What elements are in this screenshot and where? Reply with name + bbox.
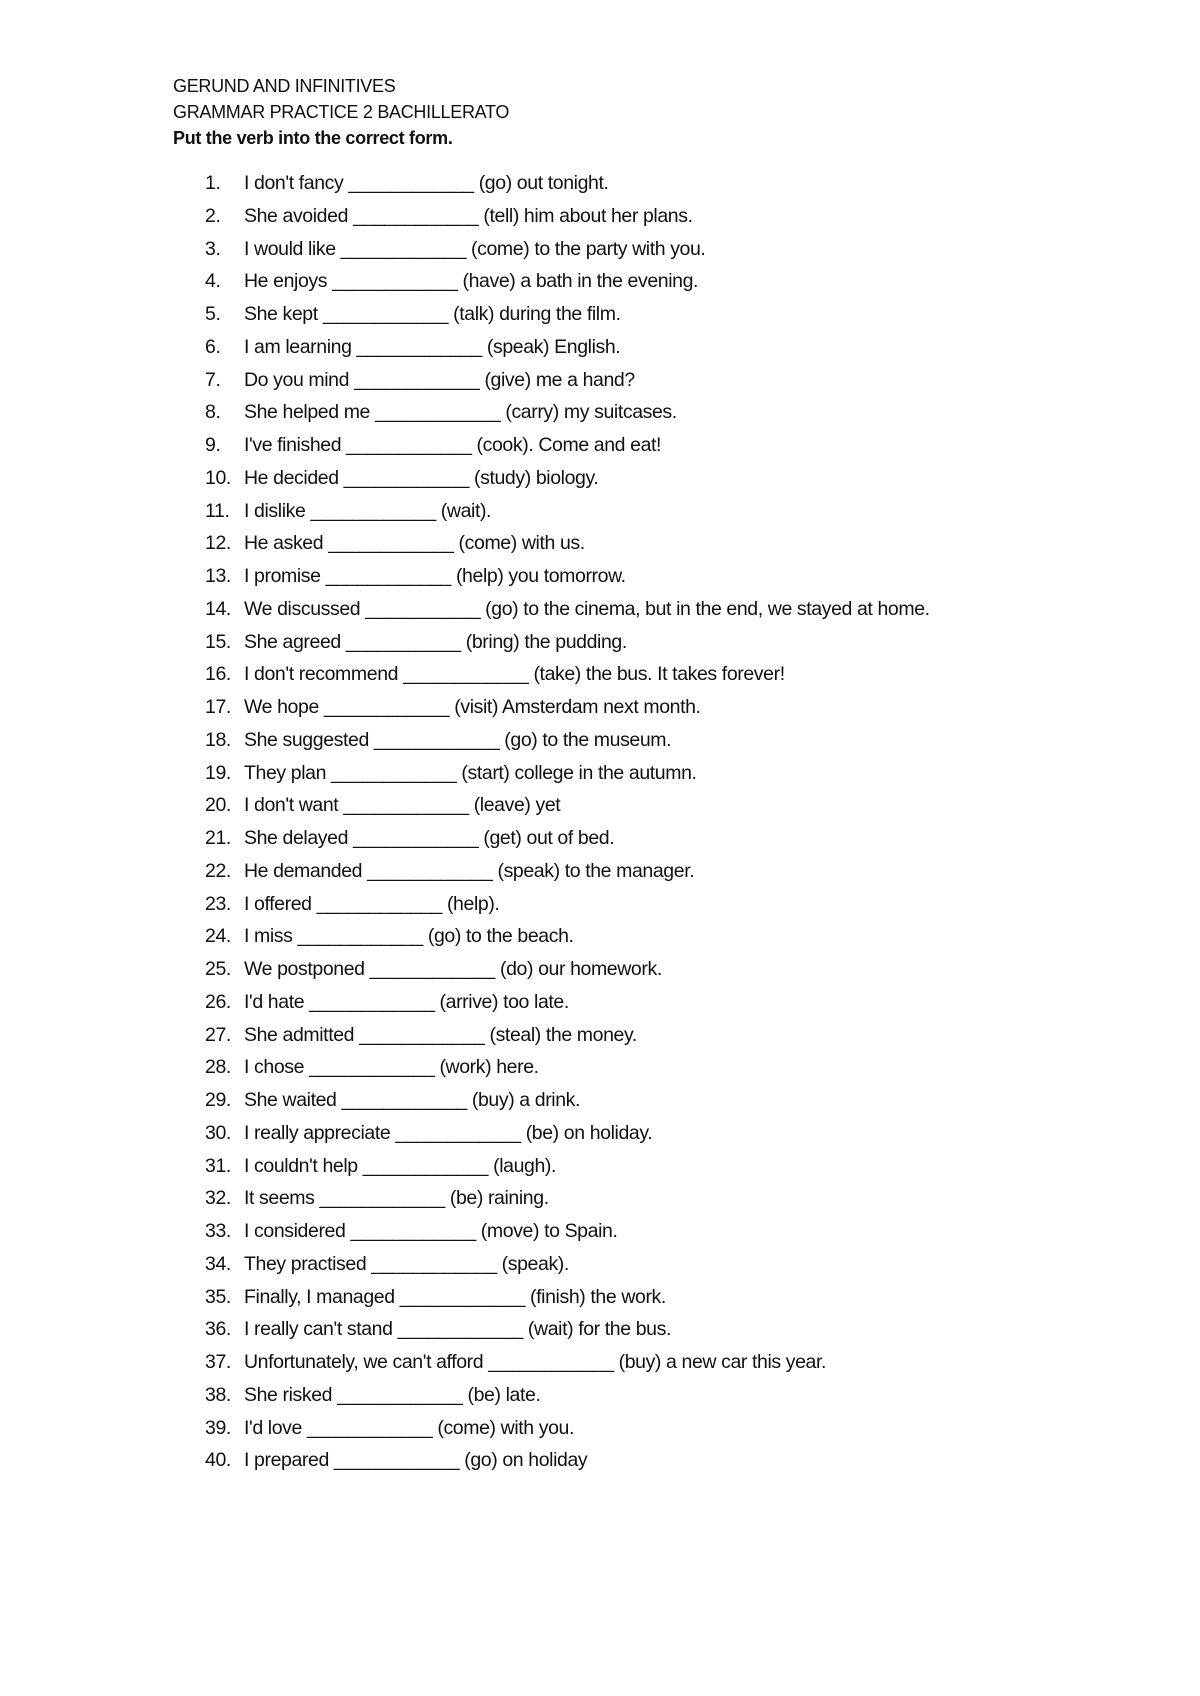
- exercise-sentence: I'd hate ____________ (arrive) too late.: [244, 990, 569, 1013]
- worksheet-header: [173, 73, 509, 151]
- exercise-item: [205, 631, 930, 664]
- exercise-item: [205, 532, 930, 565]
- exercise-sentence: I chose ____________ (work) here.: [244, 1056, 539, 1079]
- exercise-item: [205, 1449, 930, 1482]
- exercise-sentence: I dislike ____________ (wait).: [244, 499, 492, 522]
- exercise-number: 11.: [205, 499, 230, 522]
- exercise-sentence: Unfortunately, we can't afford ____________ (buy) a new car this year.: [244, 1351, 827, 1373]
- exercise-item: [205, 500, 930, 533]
- exercise-number: 18.: [205, 728, 231, 751]
- exercise-item: [205, 1024, 930, 1057]
- exercise-item: [205, 1056, 930, 1089]
- exercise-sentence: She suggested ____________ (go) to the museum.: [244, 728, 672, 751]
- exercise-item: [205, 1318, 930, 1351]
- exercise-sentence: We postponed ____________ (do) our homework.: [244, 958, 662, 980]
- exercise-number: 24.: [205, 925, 231, 948]
- exercise-item: [205, 663, 930, 696]
- exercise-item: [205, 303, 930, 336]
- exercise-number: 36.: [205, 1318, 231, 1341]
- exercise-number: 3.: [205, 237, 221, 260]
- exercise-sentence: I promise ____________ (help) you tomorrow.: [244, 565, 626, 587]
- worksheet-instruction: Put the verb into the correct form.: [173, 128, 453, 148]
- exercise-number: 14.: [205, 597, 231, 620]
- exercise-item: [205, 696, 930, 729]
- exercise-number: 29.: [205, 1089, 231, 1111]
- exercise-item: [205, 336, 930, 369]
- exercise-sentence: She helped me ____________ (carry) my suitcases.: [244, 401, 677, 424]
- exercise-number: 39.: [205, 1416, 231, 1439]
- exercise-sentence: I don't fancy ____________ (go) out tonight.: [244, 172, 609, 194]
- exercise-number: 12.: [205, 532, 231, 555]
- exercise-sentence: I've finished ____________ (cook). Come and eat!: [244, 434, 662, 456]
- exercise-item: [205, 1384, 930, 1417]
- exercise-number: 10.: [205, 466, 231, 489]
- exercise-item: [205, 1187, 930, 1220]
- exercise-number: 6.: [205, 335, 221, 358]
- exercise-item: [205, 1155, 930, 1188]
- exercise-sentence: He demanded ____________ (speak) to the manager.: [244, 859, 695, 882]
- exercise-sentence: I considered ____________ (move) to Spain.: [244, 1220, 618, 1242]
- exercise-sentence: She avoided ____________ (tell) him about her plans.: [244, 204, 693, 227]
- exercise-sentence: They practised ____________ (speak).: [244, 1252, 569, 1275]
- exercise-sentence: I would like ____________ (come) to the party with you.: [244, 237, 706, 260]
- exercise-number: 30.: [205, 1121, 231, 1144]
- exercise-number: 28.: [205, 1056, 231, 1079]
- exercise-item: [205, 1417, 930, 1450]
- exercise-item: [205, 401, 930, 434]
- exercise-sentence: We hope ____________ (visit) Amsterdam next month.: [244, 696, 701, 718]
- exercise-number: 5.: [205, 303, 221, 325]
- exercise-item: [205, 991, 930, 1024]
- exercise-number: 37.: [205, 1351, 231, 1373]
- exercise-number: 33.: [205, 1220, 231, 1242]
- exercise-sentence: Do you mind ____________ (give) me a hand?: [244, 368, 635, 391]
- exercise-item: [205, 1351, 930, 1384]
- exercise-number: 23.: [205, 892, 231, 915]
- exercise-list: [205, 172, 930, 1482]
- exercise-item: [205, 860, 930, 893]
- exercise-sentence: She kept ____________ (talk) during the film.: [244, 303, 621, 325]
- exercise-number: 9.: [205, 434, 221, 456]
- exercise-sentence: We discussed ___________ (go) to the cinema, but in the end, we stayed at home.: [244, 597, 930, 620]
- exercise-item: [205, 762, 930, 795]
- exercise-number: 38.: [205, 1383, 231, 1406]
- exercise-item: [205, 238, 930, 271]
- exercise-number: 1.: [205, 172, 221, 194]
- exercise-sentence: I couldn't help ____________ (laugh).: [244, 1154, 557, 1177]
- exercise-number: 40.: [205, 1449, 231, 1472]
- exercise-item: [205, 270, 930, 303]
- exercise-number: 32.: [205, 1187, 231, 1210]
- exercise-number: 22.: [205, 859, 231, 882]
- exercise-sentence: I don't want ____________ (leave) yet: [244, 794, 561, 817]
- exercise-number: 20.: [205, 794, 231, 817]
- exercise-item: [205, 1220, 930, 1253]
- exercise-number: 4.: [205, 270, 221, 293]
- exercise-item: [205, 925, 930, 958]
- exercise-item: [205, 1286, 930, 1319]
- exercise-number: 35.: [205, 1285, 231, 1308]
- exercise-number: 16.: [205, 663, 231, 686]
- exercise-item: [205, 598, 930, 631]
- exercise-item: [205, 729, 930, 762]
- exercise-sentence: I really can't stand ____________ (wait) for the bus.: [244, 1318, 671, 1341]
- exercise-item: [205, 434, 930, 467]
- worksheet-title: GERUND AND INFINITIVES: [173, 76, 396, 96]
- exercise-item: [205, 369, 930, 402]
- exercise-item: [205, 172, 930, 205]
- exercise-item: [205, 1089, 930, 1122]
- exercise-sentence: I'd love ____________ (come) with you.: [244, 1416, 574, 1439]
- exercise-number: 21.: [205, 827, 231, 849]
- worksheet-subtitle: GRAMMAR PRACTICE 2 BACHILLERATO: [173, 102, 510, 122]
- exercise-number: 27.: [205, 1023, 231, 1046]
- exercise-sentence: He decided ____________ (study) biology.: [244, 466, 599, 489]
- exercise-item: [205, 205, 930, 238]
- exercise-sentence: I don't recommend ____________ (take) the bus. It takes forever!: [244, 663, 785, 686]
- exercise-item: [205, 893, 930, 926]
- exercise-number: 8.: [205, 401, 221, 424]
- exercise-number: 15.: [205, 630, 231, 653]
- exercise-sentence: I am learning ____________ (speak) English.: [244, 335, 621, 358]
- exercise-sentence: I really appreciate ____________ (be) on holiday.: [244, 1121, 653, 1144]
- exercise-sentence: He enjoys ____________ (have) a bath in the evening.: [244, 270, 699, 293]
- exercise-number: 25.: [205, 958, 231, 980]
- exercise-sentence: I offered ____________ (help).: [244, 892, 500, 915]
- exercise-number: 2.: [205, 204, 221, 227]
- exercise-number: 17.: [205, 696, 231, 718]
- exercise-item: [205, 1122, 930, 1155]
- exercise-sentence: They plan ____________ (start) college in the autumn.: [244, 761, 697, 784]
- exercise-number: 7.: [205, 368, 221, 391]
- exercise-number: 31.: [205, 1154, 231, 1177]
- exercise-sentence: She admitted ____________ (steal) the money.: [244, 1023, 637, 1046]
- exercise-sentence: She risked ____________ (be) late.: [244, 1383, 541, 1406]
- exercise-sentence: Finally, I managed ____________ (finish) the work.: [244, 1285, 666, 1308]
- exercise-item: [205, 794, 930, 827]
- exercise-item: [205, 565, 930, 598]
- exercise-sentence: She agreed ___________ (bring) the pudding.: [244, 630, 627, 653]
- exercise-sentence: I prepared ____________ (go) on holiday: [244, 1449, 588, 1472]
- exercise-sentence: She waited ____________ (buy) a drink.: [244, 1089, 581, 1111]
- exercise-item: [205, 827, 930, 860]
- exercise-number: 19.: [205, 761, 231, 784]
- exercise-number: 34.: [205, 1252, 231, 1275]
- exercise-number: 26.: [205, 990, 231, 1013]
- exercise-sentence: He asked ____________ (come) with us.: [244, 532, 585, 555]
- exercise-item: [205, 958, 930, 991]
- exercise-number: 13.: [205, 565, 231, 587]
- exercise-sentence: I miss ____________ (go) to the beach.: [244, 925, 574, 948]
- exercise-item: [205, 467, 930, 500]
- exercise-sentence: It seems ____________ (be) raining.: [244, 1187, 549, 1210]
- exercise-item: [205, 1253, 930, 1286]
- exercise-sentence: She delayed ____________ (get) out of bed.: [244, 827, 615, 849]
